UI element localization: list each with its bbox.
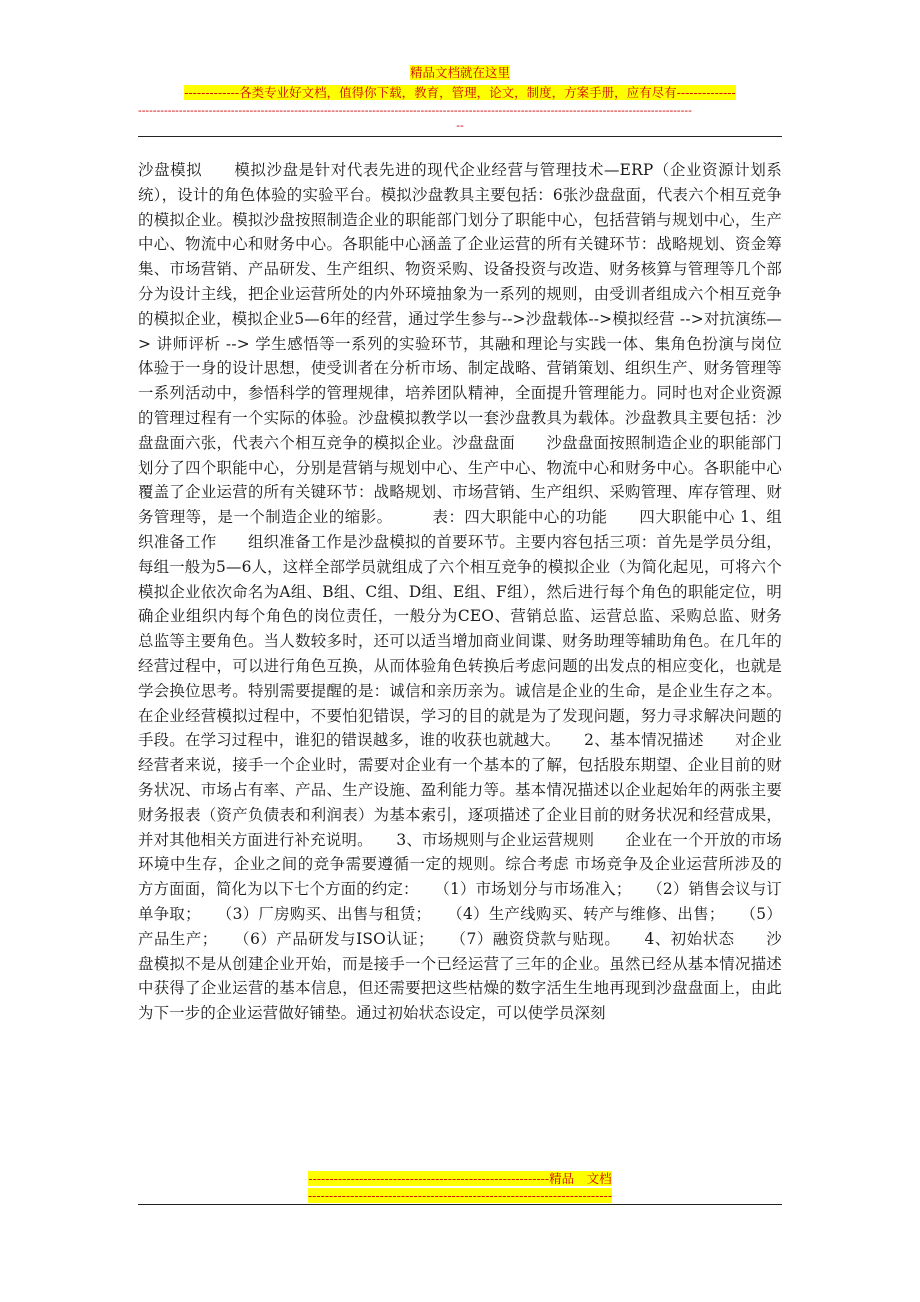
footer-line-2 [0, 1187, 920, 1204]
footer-line-1 [0, 1170, 920, 1187]
footer-text-2: ------------------------------------------------------------------------ [307, 1188, 613, 1203]
header-title: 精品文档就在这里 [409, 65, 510, 80]
header-dash-tail: -- [456, 119, 464, 132]
header-rule [138, 136, 782, 137]
footer-text-1: ---------------------------------------------------------精品 文档 [308, 1171, 612, 1186]
header-title-line [0, 64, 920, 81]
body-paragraph: 沙盘模拟 模拟沙盘是针对代表先进的现代企业经营与管理技术—ERP（企业资源计划系统），设计的角色体验的实验平台。模拟沙盘教具主要包括：6张沙盘盘面，代表六个相互竞争的模拟企业。模拟沙盘按照制造企业的职能部门划分了职能中心，包括营销与规划中心，生产中心、物流中心和财务中心。各职能中心涵盖了企业运营的所有关键环节：战略规划、资金筹集、市场营销、产品研发、生产组织、物资采购、设备投资与改造、财务核算与管理等几个部分为设计主线，把企业运营所处的内外环境抽象为一系列的规则，由受训者组成六个相互竞争的模拟企业，模拟企业5—6年的经营，通过学生参与-->沙盘载体-->模拟经营 -->对抗演练—> 讲师评析 --> 学生感悟等一系列的实验环节，其融和理论与实践一体、集角色扮演与岗位体验于一身的设计思想，使受训者在分析市场、制定战略、营销策划、组织生产、财务管理等一系列活动中，参悟科学的管理规律，培养团队精神，全面提升管理能力。同时也对企业资源的管理过程有一个实际的体验。沙盘模拟教学以一套沙盘教具为载体。沙盘教具主要包括：沙盘盘面六张，代表六个相互竞争的模拟企业。沙盘盘面 沙盘盘面按照制造企业的职能部门划分了四个职能中心，分别是营销与规划中心、生产中心、物流中心和财务中心。各职能中心覆盖了企业运营的所有关键环节：战略规划、市场营销、生产组织、采购管理、库存管理、财务管理等，是一个制造企业的缩影。 表：四大职能中心的功能 四大职能中心 1、组织准备工作 组织准备工作是沙盘模拟的首要环节。主要内容包括三项：首先是学员分组，每组一般为5—6人，这样全部学员就组成了六个相互竞争的模拟企业（为简化起见，可将六个模拟企业依次命名为A组、B组、C组、D组、E组、F组），然后进行每个角色的职能定位，明确企业组织内每个角色的岗位责任，一般分为CEO、营销总监、运营总监、采购总监、财务总监等主要角色。当人数较多时，还可以适当增加商业间谍、财务助理等辅助角色。在几年的经营过程中，可以进行角色互换，从而体验角色转换后考虑问题的出发点的相应变化，也就是学会换位思考。特别需要提醒的是：诚信和亲历亲为。诚信是企业的生命，是企业生存之本。在企业经营模拟过程中，不要怕犯错误，学习的目的就是为了发现问题，努力寻求解决问题的手段。在学习过程中，谁犯的错误越多，谁的收获也就越大。 2、基本情况描述 对企业经营者来说，接手一个企业时，需要对企业有一个基本的了解，包括股东期望、企业目前的财务状况、市场占有率、产品、生产设施、盈利能力等。基本情况描述以企业起始年的两张主要财务报表（资产负债表和利润表）为基本索引，逐项描述了企业目前的财务状况和经营成果，并对其他相关方面进行补充说明。 3、市场规则与企业运营规则 企业在一个开放的市场环境中生存，企业之间的竞争需要遵循一定的规则。综合考虑 市场竞争及企业运营所涉及的方方面面，简化为以下七个方面的约定： （1）市场划分与市场准入； （2）销售会议与订单争取； （3）厂房购买、出售与租赁； （4）生产线购买、转产与维修、出售； （5）产品生产； （6）产品研发与ISO认证； （7）融资贷款与贴现。 4、初始状态 沙盘模拟不是从创建企业开始，而是接手一个已经运营了三年的企业。虽然已经从基本情况描述中获得了企业运营的基本信息，但还需要把这些枯燥的数字活生生地再现到沙盘盘面上，由此为下一步的企业运营做好铺垫。通过初始状态设定，可以使学员深刻 [138, 161, 782, 1023]
header-dash-line: ----------------------------------------------------------------------------------------------------------------------------------------------------- [138, 105, 692, 117]
footer-rule [138, 1204, 782, 1205]
document-body [138, 158, 782, 1026]
header-subtitle: -------------各类专业好文档，值得你下载，教育，管理，论文，制度，方案手册，应有尽有-------------- [184, 85, 736, 100]
header-subtitle-line [0, 84, 920, 101]
